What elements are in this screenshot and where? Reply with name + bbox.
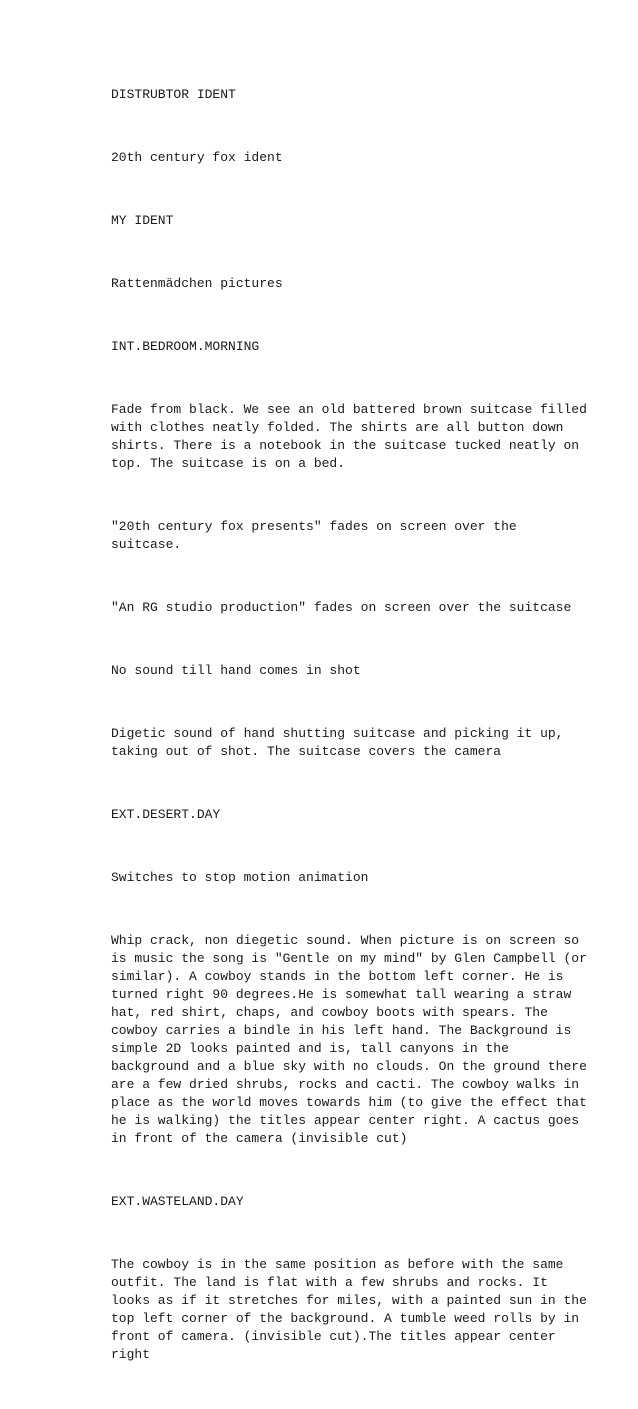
action-paragraph: "20th century fox presents" fades on screen over the suitcase.	[111, 519, 517, 552]
action-line: 20th century fox ident	[111, 150, 283, 165]
scene-heading-distributor-ident: DISTRUBTOR IDENT	[111, 87, 236, 102]
action-line: No sound till hand comes in shot	[111, 663, 361, 678]
action-paragraph: Digetic sound of hand shutting suitcase and picking it up, taking out of shot. The suitcase covers the camera	[111, 726, 564, 759]
action-line: Switches to stop motion animation	[111, 870, 369, 885]
scene-heading-ext-wasteland-day: EXT.WASTELAND.DAY	[111, 1194, 244, 1209]
action-line: "An RG studio production" fades on screen over the suitcase	[111, 600, 572, 615]
action-paragraph: Fade from black. We see an old battered brown suitcase filled with clothes neatly folded. The shirts are all button down shirts. There is a notebook in the suitcase tucked neatly on top. The suitcase is on a bed.	[111, 402, 587, 471]
scene-heading-ext-desert-day: EXT.DESERT.DAY	[111, 807, 221, 822]
action-paragraph: The cowboy is in the same position as before with the same outfit. The land is flat with a few shrubs and rocks. It looks as if it stretches for miles, with a painted sun in the top left corner of the background. A tumble weed rolls by in front of camera. (invisible cut).The titles appear center right	[111, 1257, 587, 1362]
scene-heading-my-ident: MY IDENT	[111, 213, 174, 228]
screenplay-text	[111, 50, 591, 1409]
action-paragraph: Whip crack, non diegetic sound. When picture is on screen so is music the song is "Gentle on my mind" by Glen Campbell (or similar). A cowboy stands in the bottom left corner. He is turned right 90 degrees.He is somewhat tall wearing a straw hat, red shirt, chaps, and cowboy boots with spears. The cowboy carries a bindle in his left hand. The Background is simple 2D looks painted and is, tall canyons in the background and a blue sky with no clouds. On the ground there are a few dried shrubs, rocks and cacti. The cowboy walks in place as the world moves towards him (to give the effect that he is walking) the titles appear center right. A cactus goes in front of the camera (invisible cut)	[111, 933, 587, 1146]
scene-heading-int-bedroom-morning: INT.BEDROOM.MORNING	[111, 339, 260, 354]
action-line: Rattenmädchen pictures	[111, 276, 283, 291]
